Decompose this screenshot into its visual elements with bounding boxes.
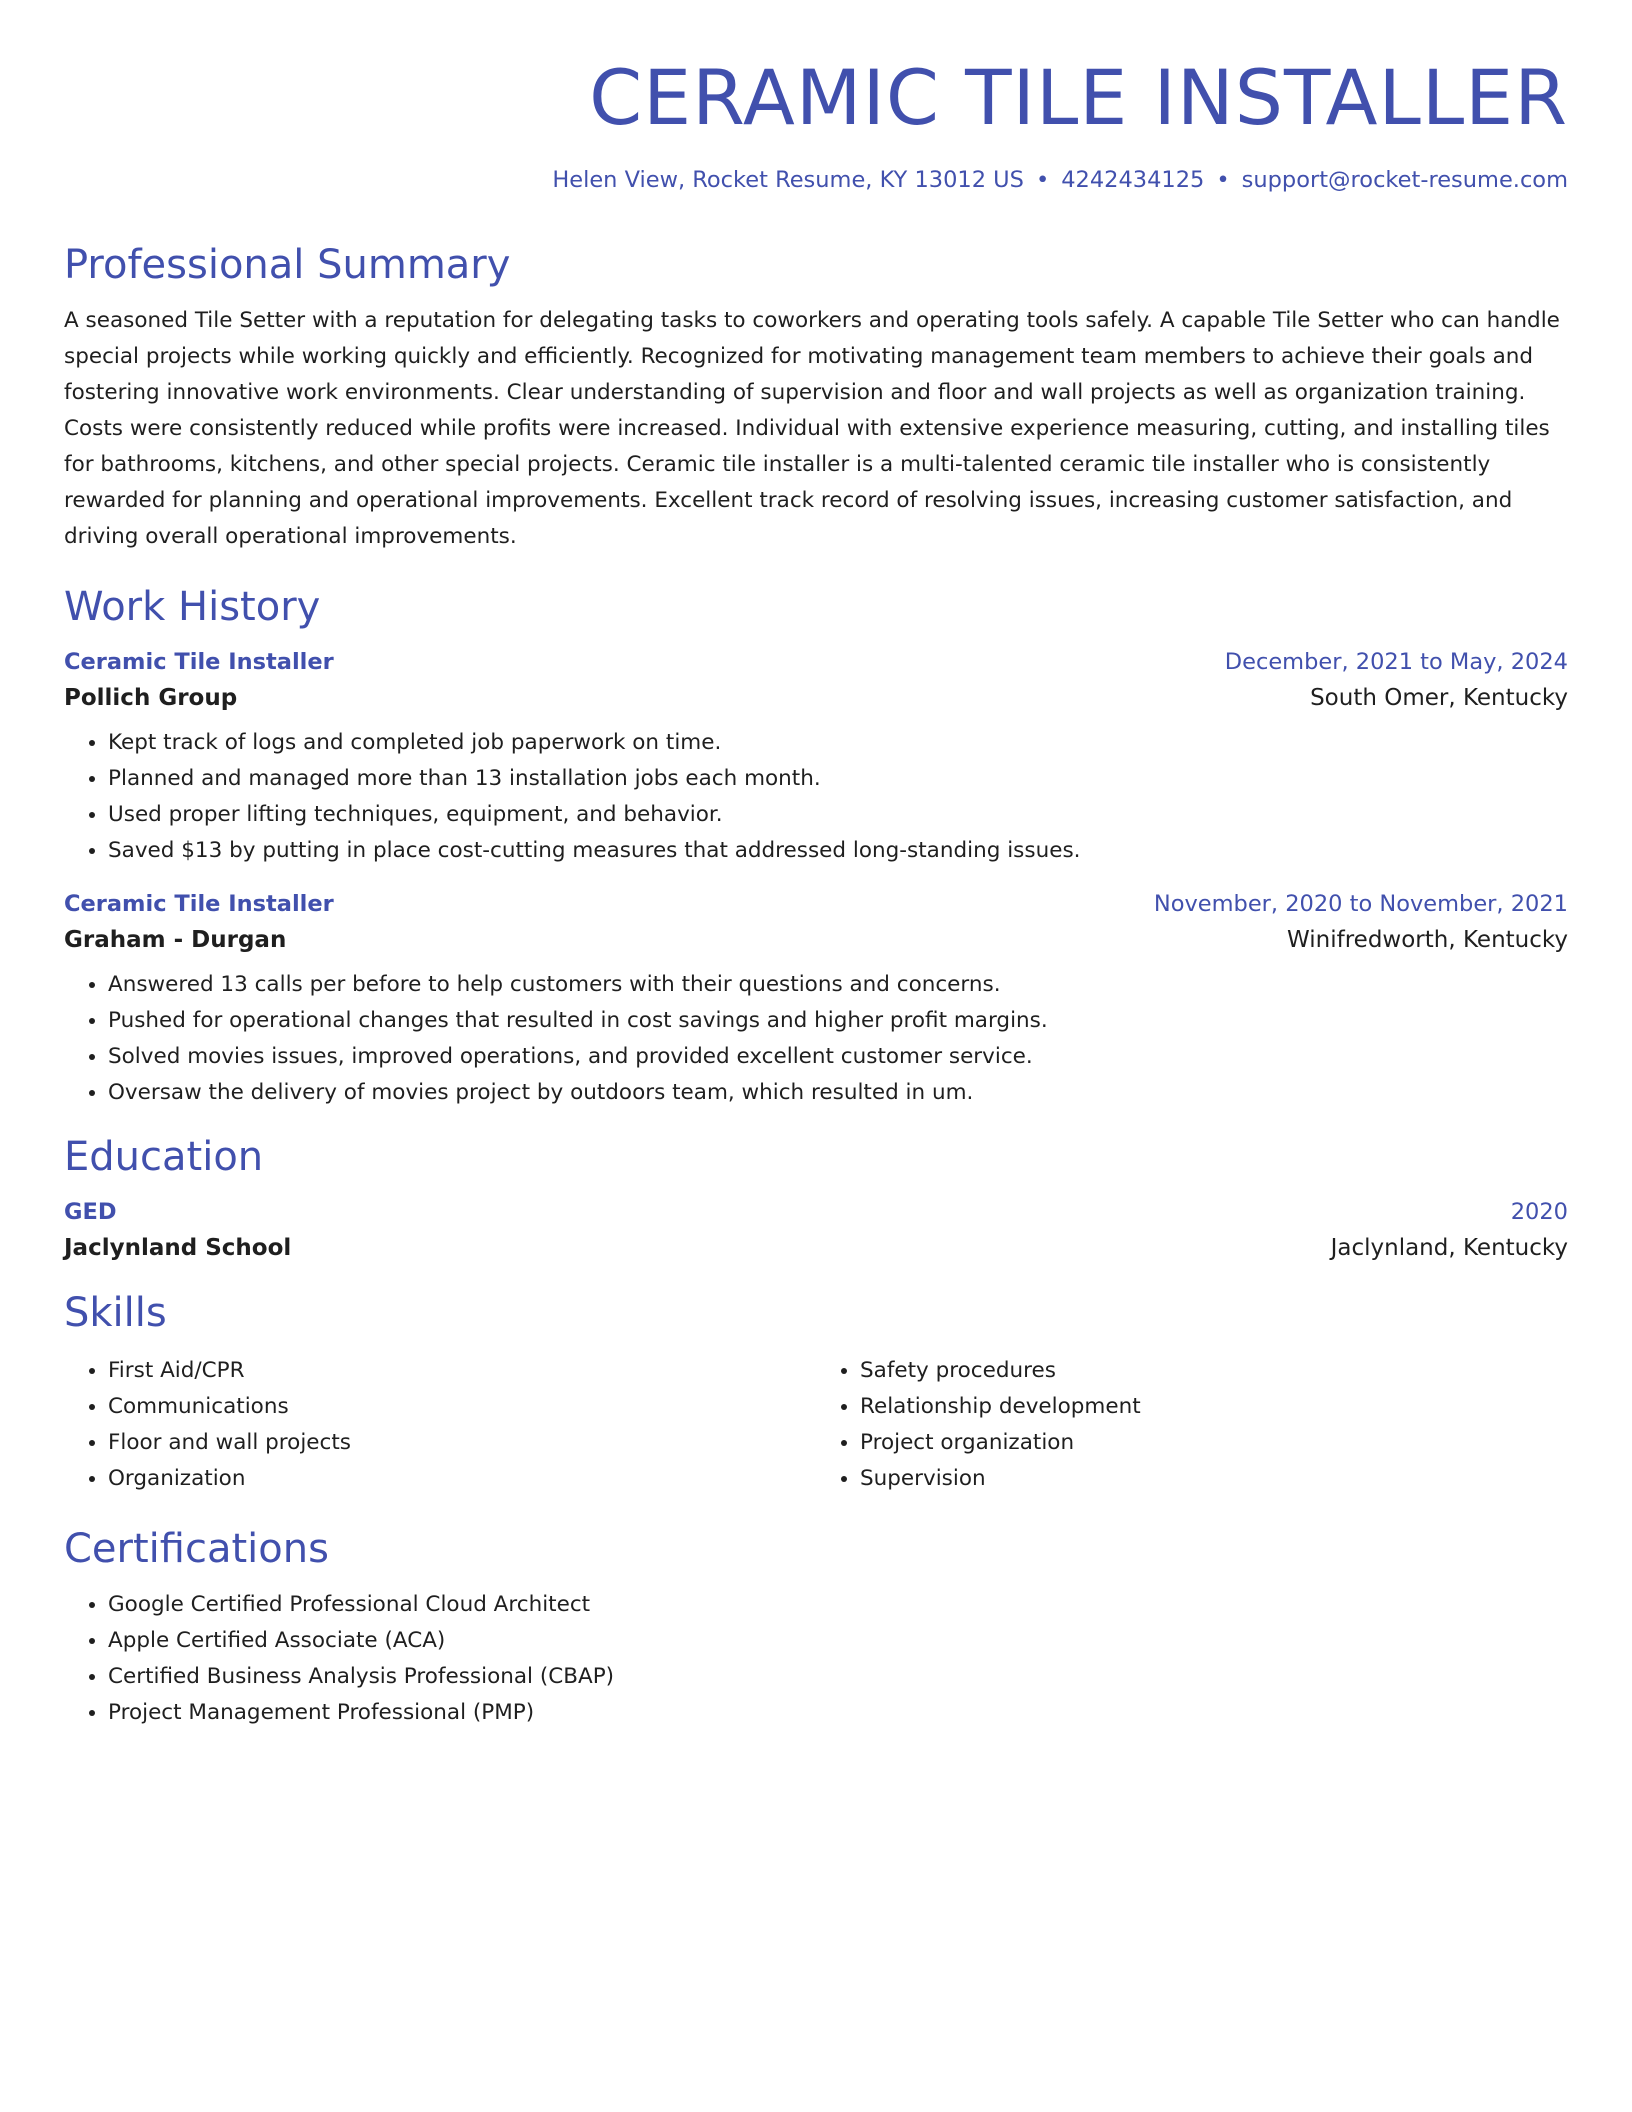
contact-phone: 4242434125: [1061, 167, 1205, 194]
job-bullet: • Pushed for operational changes that resulted in cost savings and higher profit margins.: [108, 1003, 1568, 1039]
skill-item: • Project organization: [860, 1425, 1568, 1461]
job-company-row: [64, 927, 1568, 953]
skills-grid: [64, 1353, 1568, 1497]
job-entry: [64, 649, 1568, 869]
job-entry: [64, 891, 1568, 1111]
job-dates: December, 2021 to May, 2024: [1224, 649, 1568, 676]
work-history-section: [64, 583, 1568, 1111]
job-bullet: • Saved $13 by putting in place cost-cutting measures that addressed long-standing issues.: [108, 833, 1568, 869]
certification-item: • Apple Certified Associate (ACA): [108, 1623, 1568, 1659]
education-section: [64, 1133, 1568, 1261]
summary-text: A seasoned Tile Setter with a reputation for delegating tasks to coworkers and operating tools safely. A capable Tile Setter who can handle special projects while working quickly and efficiently. Recognized for motivating management team members to achieve their goals and fostering innovative work environments. Clear understanding of supervision and floor and wall projects as well as organization training. Costs were consistently reduced while profits were increased. Individual with extensive experience measuring, cutting, and installing tiles for bathrooms, kitchens, and other special projects. Ceramic tile installer is a multi-talented ceramic tile installer who is consistently rewarded for planning and operational improvements. Excellent track record of resolving issues, increasing customer satisfaction, and driving overall operational improvements.: [64, 308, 1560, 550]
job-company-row: [64, 685, 1568, 711]
skill-item: • Relationship development: [860, 1389, 1568, 1425]
contact-line: [64, 167, 1568, 193]
job-role: Ceramic Tile Installer: [64, 649, 334, 676]
job-dates: November, 2020 to November, 2021: [1153, 891, 1568, 918]
education-header-row: [64, 1199, 1568, 1225]
section-title-work-history: Work History: [64, 584, 321, 631]
certifications-section: [64, 1525, 1568, 1731]
skill-item: • Organization: [108, 1461, 816, 1497]
certification-item: • Project Management Professional (PMP): [108, 1695, 1568, 1731]
job-location: South Omer, Kentucky: [1310, 685, 1568, 712]
job-company: Pollich Group: [64, 685, 238, 712]
education-location: Jaclynland, Kentucky: [1330, 1235, 1568, 1262]
job-bullet: • Used proper lifting techniques, equipment, and behavior.: [108, 797, 1568, 833]
skills-column-left: [64, 1353, 816, 1497]
resume-header: [64, 52, 1568, 193]
job-role: Ceramic Tile Installer: [64, 891, 334, 918]
skill-item: • Communications: [108, 1389, 816, 1425]
job-header-row: [64, 891, 1568, 917]
certification-item: • Certified Business Analysis Professional (CBAP): [108, 1659, 1568, 1695]
summary-section: [64, 241, 1568, 555]
skill-item: • Supervision: [860, 1461, 1568, 1497]
education-school-row: [64, 1235, 1568, 1261]
skill-item: • Floor and wall projects: [108, 1425, 816, 1461]
education-school: Jaclynland School: [64, 1235, 292, 1262]
job-bullet: • Kept track of logs and completed job paperwork on time.: [108, 725, 1568, 761]
certification-item: • Google Certified Professional Cloud Architect: [108, 1587, 1568, 1623]
job-header-row: [64, 649, 1568, 675]
job-bullets: [64, 725, 1568, 869]
education-year: 2020: [1510, 1199, 1568, 1226]
job-bullet: • Oversaw the delivery of movies project by outdoors team, which resulted in um.: [108, 1075, 1568, 1111]
certifications-list: [64, 1587, 1568, 1731]
skill-item: • Safety procedures: [860, 1353, 1568, 1389]
section-title-summary: Professional Summary: [64, 242, 511, 289]
job-company: Graham - Durgan: [64, 927, 287, 954]
skill-item: • First Aid/CPR: [108, 1353, 816, 1389]
contact-address: Helen View, Rocket Resume, KY 13012 US: [552, 167, 1024, 194]
job-bullets: [64, 967, 1568, 1111]
contact-separator: •: [1216, 167, 1230, 194]
job-bullet: • Planned and managed more than 13 installation jobs each month.: [108, 761, 1568, 797]
resume-title: CERAMIC TILE INSTALLER: [589, 53, 1568, 142]
skills-column-right: [816, 1353, 1568, 1497]
contact-email: support@rocket-resume.com: [1241, 167, 1568, 194]
education-entry: [64, 1199, 1568, 1261]
job-location: Winifredworth, Kentucky: [1287, 927, 1568, 954]
contact-separator: •: [1035, 167, 1050, 194]
education-degree: GED: [64, 1199, 117, 1226]
section-title-certifications: Certifications: [64, 1526, 329, 1573]
skills-section: [64, 1289, 1568, 1497]
section-title-education: Education: [64, 1134, 264, 1181]
section-title-skills: Skills: [64, 1290, 167, 1337]
job-bullet: • Answered 13 calls per before to help customers with their questions and concerns.: [108, 967, 1568, 1003]
job-bullet: • Solved movies issues, improved operations, and provided excellent customer service.: [108, 1039, 1568, 1075]
